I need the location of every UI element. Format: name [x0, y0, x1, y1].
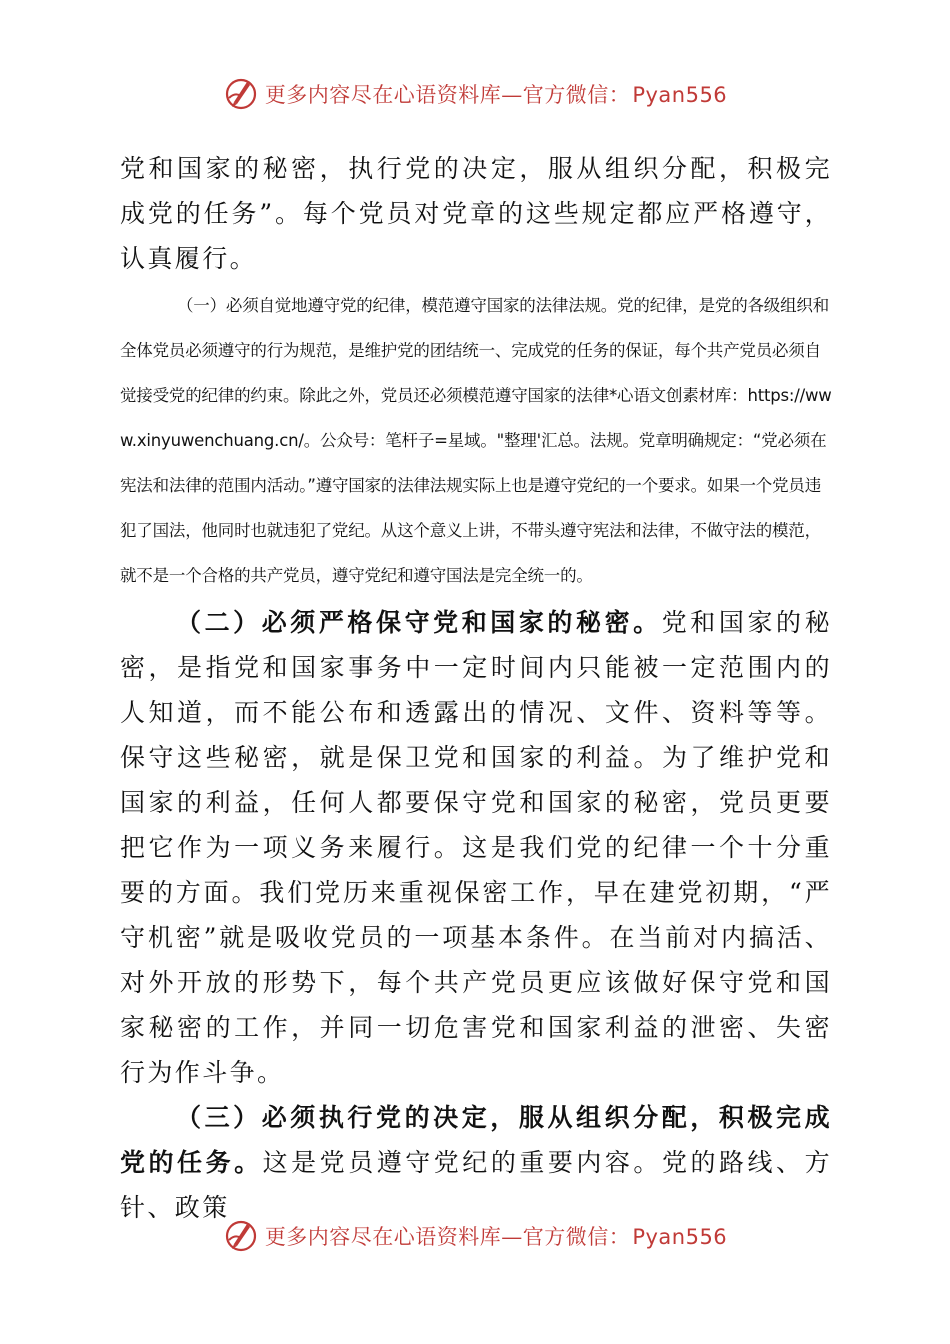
paragraph-continuation: 党和国家的秘密，执行党的决定，服从组织分配，积极完成党的任务”。每个党员对党章的这些规定都应严格遵守，认真履行。	[120, 154, 832, 273]
banner-text: 更多内容尽在心语资料库—官方微信：Pyan556	[264, 83, 728, 107]
pen-nib-logo-icon	[223, 76, 259, 112]
banner-wechat-id: Pyan556	[632, 83, 728, 107]
banner-text: 更多内容尽在心语资料库—官方微信：Pyan556	[264, 1225, 728, 1249]
section-2-body: 党和国家的秘密，是指党和国家事务中一定时间内只能被一定范围内的人知道，而不能公布和透露出的情况、文件、资料等等。保守这些秘密，就是保卫党和国家的利益。为了维护党和国家的利益，任何人都要保守党和国家的秘密，党员更要把它作为一项义务来履行。这是我们党的纪律一个十分重要的方面。我们党历来重视保密工作，早在建党初期，“严守机密”就是吸收党员的一项基本条件。在当前对内搞活、对外开放的形势下，每个共产党员更应该做好保守党和国家秘密的工作，并同一切危害党和国家利益的泄密、失密行为作斗争。	[120, 608, 832, 1087]
document-body	[120, 146, 832, 1230]
pen-nib-logo-icon	[223, 1218, 259, 1254]
paragraph-section-1: （一）必须自觉地遵守党的纪律，模范遵守国家的法律法规。党的纪律，是党的各级组织和全体党员必须遵守的行为规范，是维护党的团结统一、完成党的任务的保证，每个共产党员必须自觉接受党的纪律的约束。除此之外，党员还必须模范遵守国家的法律*心语文创素材库：https://www.xinyuwenchuang.cn/。公众号：笔杆子=星域。"整理'汇总。法规。党章明确规定：“党必须在宪法和法律的范围内活动。”遵守国家的法律法规实际上也是遵守党纪的一个要求。如果一个党员违犯了国法，他同时也就违犯了党纪。从这个意义上讲，不带头遵守宪法和法律，不做守法的模范，就不是一个合格的共产党员，遵守党纪和遵守国法是完全统一的。	[120, 296, 832, 585]
paragraph-section-2	[120, 600, 832, 1095]
footer-banner	[0, 1214, 950, 1258]
section-3-heading: （三）必须执行党的决定，服从组织分配，积极完成党的任务。	[120, 1103, 832, 1177]
section-2-heading: （二）必须严格保守党和国家的秘密。	[176, 608, 662, 637]
banner-wechat-id: Pyan556	[632, 1225, 728, 1249]
header-banner	[0, 72, 950, 116]
paragraph-section-3	[120, 1095, 832, 1230]
section-3-body: 这是党员遵守党纪的重要内容。党的路线、方针、政策	[120, 1148, 832, 1222]
